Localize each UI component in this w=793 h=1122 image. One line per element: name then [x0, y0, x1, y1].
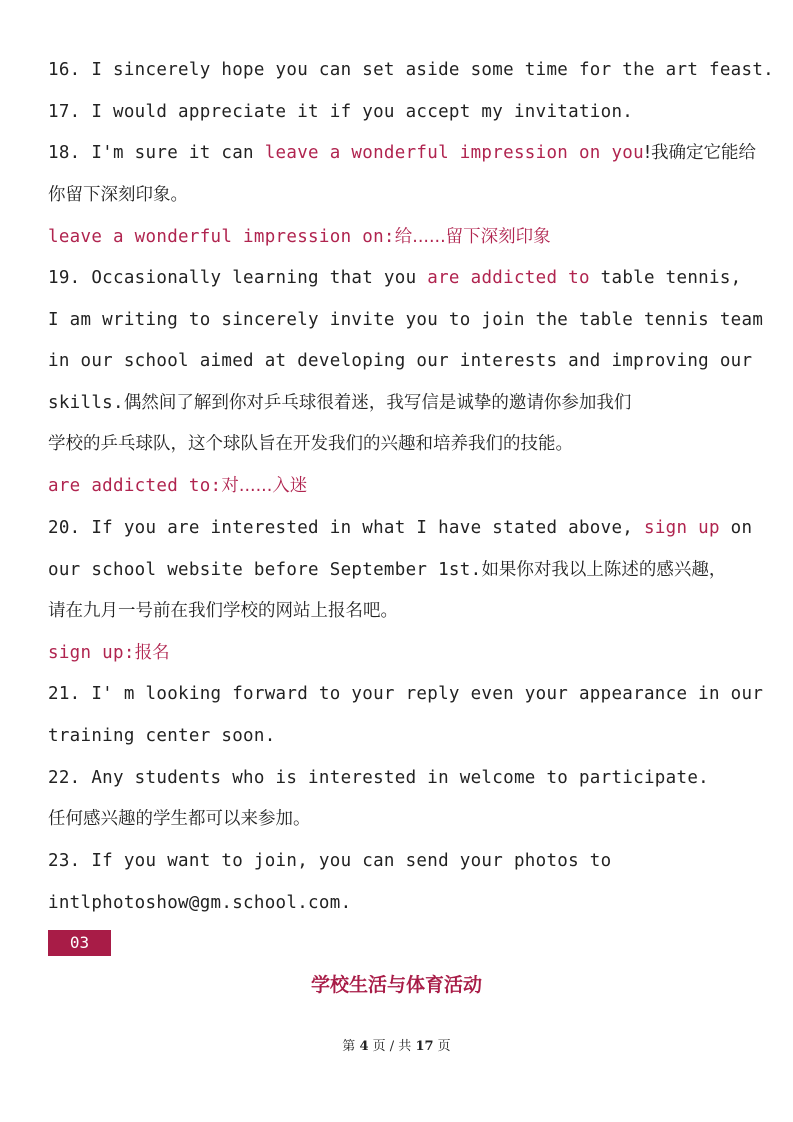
sentence-21: 21. I' m looking forward to your reply even your appearance in our [48, 684, 764, 704]
sentence-20-translation: 如果你对我以上陈述的感兴趣， [481, 560, 727, 580]
sentence-19-line-3: in our school aimed at developing our interests and improving our [48, 351, 753, 371]
sentence-17: 17. I would appreciate it if you accept my invitation. [48, 102, 634, 122]
footer-middle: 页 / 共 [372, 1039, 412, 1054]
footer-suffix: 页 [437, 1039, 451, 1054]
sentence-19-start: 19. Occasionally learning that you [48, 268, 428, 288]
sentence-18-translation-cont: 你留下深刻印象。 [48, 185, 188, 205]
sentence-20 [48, 516, 752, 540]
sentence-20-translation-cont: 请在九月一号前在我们学校的网站上报名吧。 [48, 601, 398, 621]
sentence-16: 16. I sincerely hope you can set aside some time for the art feast. [48, 60, 775, 80]
phrase-note-18 [48, 225, 551, 249]
phrase-note-20 [48, 641, 170, 665]
sentence-20-end: on [719, 518, 753, 538]
phrase-note-en: sign up: [48, 643, 135, 663]
sentence-19-end: table tennis, [589, 268, 742, 288]
sentence-18-start: 18. I'm sure it can [48, 143, 265, 163]
page-footer [0, 1038, 793, 1056]
sentence-22: 22. Any students who is interested in welcome to participate. [48, 768, 709, 788]
sentence-20-line-2 [48, 558, 726, 582]
phrase-note-en: are addicted to: [48, 476, 222, 496]
sentence-18 [48, 141, 756, 165]
sentence-19-line-2: I am writing to sincerely invite you to join the table tennis team [48, 310, 764, 330]
sentence-20-start: 20. If you are interested in what I have stated above, [48, 518, 644, 538]
footer-prefix: 第 [342, 1039, 356, 1054]
highlight-phrase: are addicted to [427, 268, 590, 288]
sentence-19-translation-cont: 学校的乒乓球队，这个球队旨在开发我们的兴趣和培养我们的技能。 [48, 434, 573, 454]
sentence-22-translation: 任何感兴趣的学生都可以来参加。 [48, 809, 311, 829]
sentence-20-line-2-en: our school website before September 1st. [48, 560, 482, 580]
sentence-23: 23. If you want to join, you can send your photos to [48, 851, 612, 871]
section-title: 学校生活与体育活动 [310, 974, 482, 996]
sentence-23-email: intlphotoshow@gm.school.com. [48, 893, 352, 913]
phrase-note-19 [48, 474, 307, 498]
phrase-note-cn: 报名 [134, 643, 170, 663]
phrase-note-en: leave a wonderful impression on: [48, 227, 395, 247]
sentence-19-translation: 偶然间了解到你对乒乓球很着迷，我写信是诚挚的邀请你参加我们 [123, 393, 632, 413]
highlight-phrase: leave a wonderful impression on you [264, 143, 644, 163]
sentence-19-line-4-en: skills. [48, 393, 124, 413]
phrase-note-cn: 对......入迷 [221, 476, 308, 496]
sentence-18-translation: !我确定它能给 [643, 143, 756, 163]
highlight-phrase: sign up [643, 518, 720, 538]
sentence-19 [48, 266, 742, 290]
phrase-note-cn: 给......留下深刻印象 [394, 227, 551, 247]
section-number-badge: 03 [48, 930, 111, 956]
sentence-21-line-2: training center soon. [48, 726, 276, 746]
current-page-number: 4 [359, 1039, 369, 1054]
sentence-19-line-4 [48, 391, 631, 415]
total-pages: 17 [415, 1039, 434, 1054]
